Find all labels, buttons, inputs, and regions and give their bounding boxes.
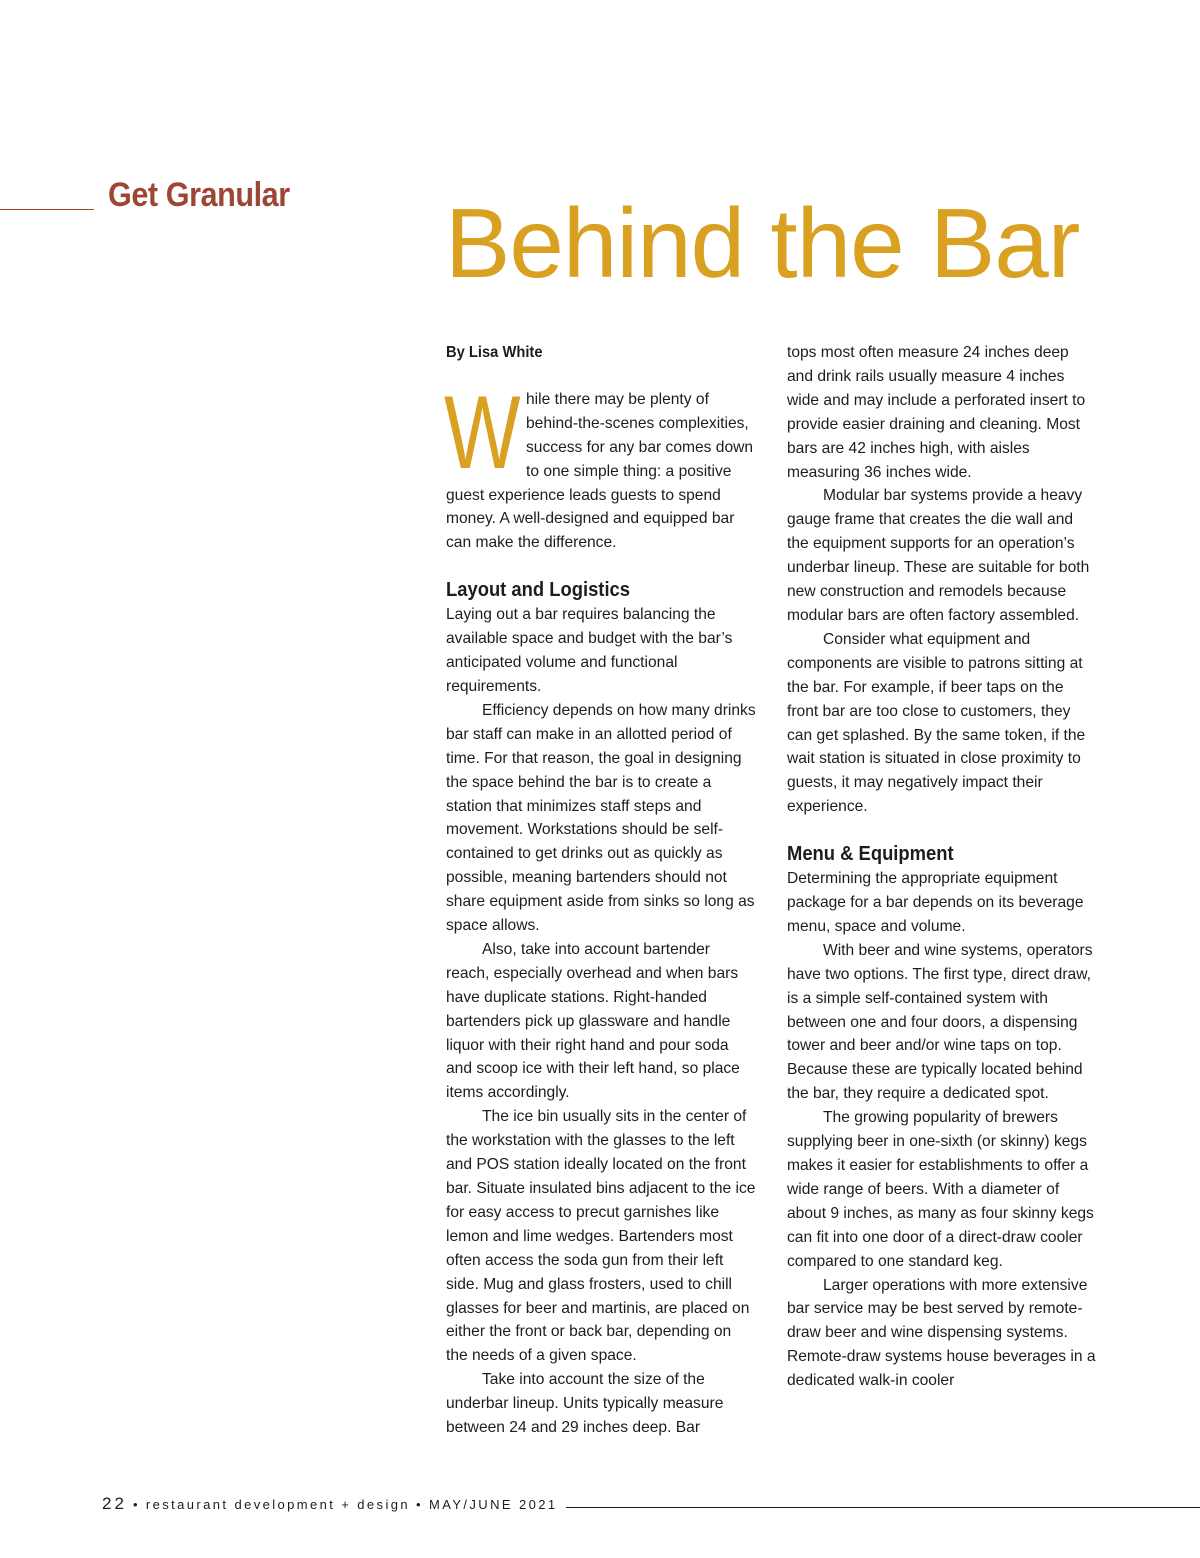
body-paragraph: The ice bin usually sits in the center of the workstation with the glasses to the left and POS station ideally located on the front bar. Situate insulated bins adjacent to the ice for easy access to precut garnishes like lemon and lime wedges. Bartenders most often access the soda gun from their left side. Mug and glass frosters, used to chill glasses for beer and martinis, are placed on either the front or back bar, depending on the needs of a given space. (446, 1108, 756, 1365)
body-paragraph: Also, take into account bartender reach, especially overhead and when bars have duplicate stations. Right-handed bartenders pick up glassware and handle liquor with their right hand and pour soda and scoop ice with their left hand, so place items accordingly. (446, 940, 740, 1102)
article-column-left (446, 341, 756, 1440)
body-paragraph: Take into account the size of the underbar lineup. Units typically measure between 24 and 29 inches deep. Bar (446, 1371, 724, 1437)
body-paragraph: Determining the appropriate equipment package for a bar depends on its beverage menu, space and volume. (787, 870, 1084, 935)
publication-line: • restaurant development + design • MAY/JUNE 2021 (132, 1497, 558, 1512)
section-rule (0, 209, 94, 210)
page-footer (102, 1494, 557, 1514)
body-paragraph: The growing popularity of brewers supplying beer in one-sixth (or skinny) kegs makes it easier for establishments to offer a wide range of beers. With a diameter of about 9 inches, as many as four skinny kegs can fit into one door of a direct-draw cooler compared to one standard keg. (787, 1109, 1094, 1270)
body-paragraph: Efficiency depends on how many drinks bar staff can make in an allotted period of time. For that reason, the goal in designing the space behind the bar is to create a station that minimizes staff steps and movement. Workstations should be self-contained to get drinks out as quickly as possible, meaning bartenders should not share equipment aside from sinks so long as space allows. (446, 701, 756, 935)
section-label: Get Granular (108, 176, 290, 214)
footer-rule (566, 1507, 1200, 1508)
article-column-right (787, 341, 1097, 1393)
article-headline: Behind the Bar (445, 188, 1080, 298)
body-paragraph-continued: tops most often measure 24 inches deep and drink rails usually measure 4 inches wide and may include a perforated insert to provide easier draining and cleaning. Most bars are 42 inches high, with aisles measuring 36 inches wide. (787, 344, 1086, 481)
body-paragraph: Modular bar systems provide a heavy gauge frame that creates the die wall and the equipment supports for an operation’s underbar lineup. These are suitable for both new construction and remodels because modular bars are often factory assembled. (787, 487, 1090, 624)
subhead-menu-equipment: Menu & Equipment (787, 843, 954, 866)
byline: By Lisa White (446, 344, 543, 361)
page-number: 22 (102, 1494, 127, 1513)
intro-paragraph: hile there may be plenty of behind-the-scenes complexities, success for any bar comes down to one simple thing: a positive guest experience leads guests to spend money. A well-designed and equipped bar can make the difference. (446, 390, 754, 552)
body-paragraph: With beer and wine systems, operators have two options. The first type, direct draw, is a simple self-contained system with between one and four doors, a dispensing tower and beer and/or wine taps on top. Because these are typically located behind the bar, they require a dedicated spot. (787, 941, 1093, 1103)
body-paragraph: Larger operations with more extensive bar service may be best served by remote-draw beer and wine dispensing systems. Remote-draw systems house beverages in a dedicated walk-in cooler (787, 1276, 1096, 1390)
subhead-layout-logistics: Layout and Logistics (446, 579, 631, 602)
body-paragraph: Laying out a bar requires balancing the available space and budget with the bar’s anticipated volume and functional requirements. (446, 606, 733, 695)
body-paragraph: Consider what equipment and components are visible to patrons sitting at the bar. For example, if beer taps on the front bar are too close to customers, they can get splashed. By the same token, if the wait station is situated in close proximity to guests, it may negatively impact their experience. (787, 630, 1086, 816)
drop-cap: W (444, 374, 521, 491)
